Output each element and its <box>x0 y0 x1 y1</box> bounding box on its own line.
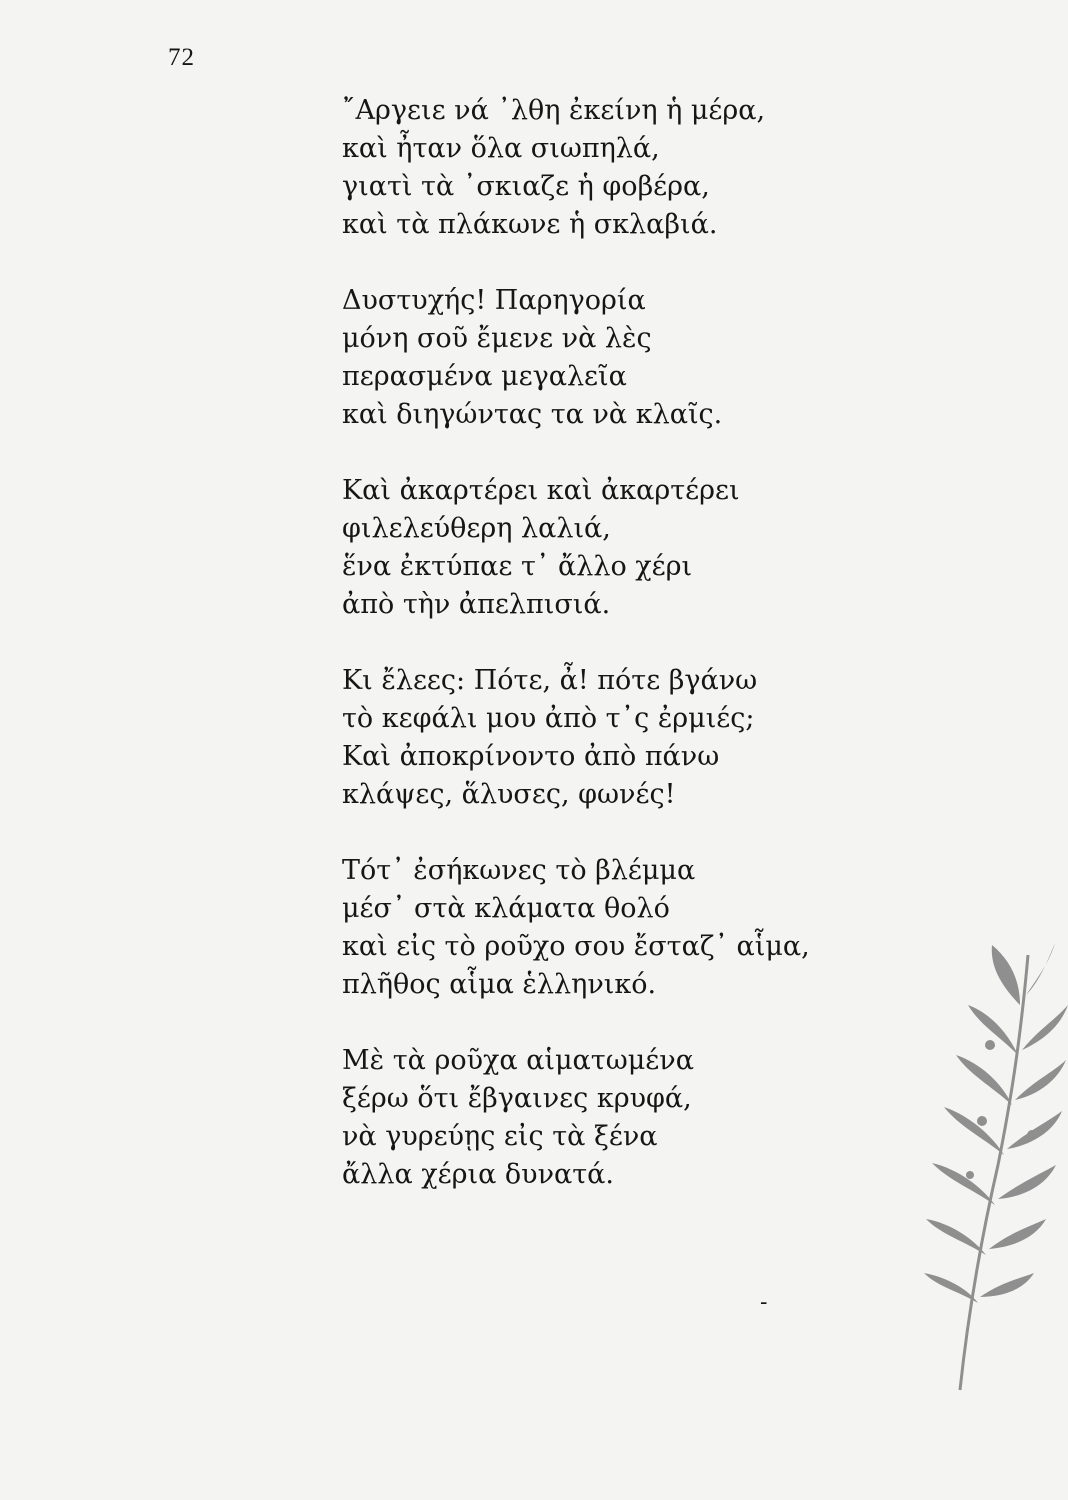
stanza-2 <box>342 282 882 434</box>
stanza-3 <box>342 472 882 624</box>
poem-line: καὶ διηγώντας τα νὰ κλαῖς. <box>342 399 723 430</box>
poem-line: Δυστυχής! Παρηγορία <box>342 285 646 316</box>
poem-line: Καὶ ἀποκρίνοντο ἀπὸ πάνω <box>342 741 720 772</box>
olive-branch-icon <box>920 935 1068 1400</box>
poem-line: ἕνα ἐκτύπαε τ᾿ ἄλλο χέρι <box>342 551 693 582</box>
poem-line: Μὲ τὰ ροῦχα αἱματωμένα <box>342 1045 694 1076</box>
poem-line: ἀπὸ τὴν ἀπελπισιά. <box>342 589 611 620</box>
poem-line: Τότ᾿ ἐσήκωνες τὸ βλέμμα <box>342 855 696 886</box>
poem-line: καὶ ἦταν ὅλα σιωπηλά, <box>342 133 660 164</box>
poem-line: καὶ εἰς τὸ ροῦχο σου ἔσταζ᾿ αἷμα, <box>342 931 810 962</box>
poem-line: πλῆθος αἷμα ἑλληνικό. <box>342 969 657 1000</box>
poem-line: μόνη σοῦ ἔμενε νὰ λὲς <box>342 323 652 354</box>
end-mark: - <box>760 1290 768 1315</box>
stanza-4 <box>342 662 882 814</box>
stanza-6 <box>342 1042 882 1194</box>
poem-line: φιλελεύθερη λαλιά, <box>342 513 611 544</box>
poem-line: κλάψες, ἅλυσες, φωνές! <box>342 779 676 810</box>
poem-line: Κι ἔλεες: Πότε, ἆ! πότε βγάνω <box>342 665 758 696</box>
poem <box>342 92 882 1232</box>
poem-line: νὰ γυρεύῃς εἰς τὰ ξένα <box>342 1121 658 1152</box>
poem-line: μέσ᾿ στὰ κλάματα θολό <box>342 893 670 924</box>
poem-line: καὶ τὰ πλάκωνε ἡ σκλαβιά. <box>342 209 718 240</box>
stanza-1 <box>342 92 882 244</box>
poem-line: Καὶ ἀκαρτέρει καὶ ἀκαρτέρει <box>342 475 740 506</box>
stanza-5 <box>342 852 882 1004</box>
poem-line: τὸ κεφάλι μου ἀπὸ τ᾿ς ἐρμιές; <box>342 703 755 734</box>
poem-line: ξέρω ὅτι ἔβγαινες κρυφά, <box>342 1083 692 1114</box>
poem-line: ἄλλα χέρια δυνατά. <box>342 1159 614 1190</box>
poem-line: περασμένα μεγαλεῖα <box>342 361 627 392</box>
page-number: 72 <box>168 44 195 71</box>
poem-line: ῎Αργειε νά ᾿λθη ἐκείνη ἡ μέρα, <box>342 95 766 126</box>
poem-line: γιατὶ τὰ ᾿σκιαζε ἡ φοβέρα, <box>342 171 710 202</box>
